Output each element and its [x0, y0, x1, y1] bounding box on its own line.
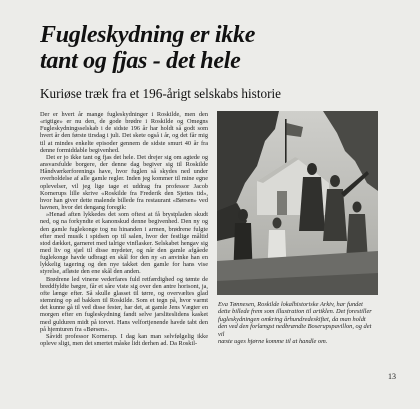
caption-line: den ved den forlængst nedbrændte Boserupspavillon, og det vil	[218, 323, 372, 338]
caption-line: fugleskydningen omkring århundredeskiftet, da man holdt	[218, 315, 366, 323]
article-subtitle: Kuriøse træk fra et 196-årigt selskabs historie	[40, 86, 281, 101]
photo-caption	[218, 301, 378, 345]
article-body-column	[40, 111, 208, 397]
archival-photo	[217, 111, 378, 295]
body-paragraph: Brødrene led vinene vederfares fuld retfærdighed og tømte de breddfyldte bægre, får et såre viste sig over den antre horisont, ja, ofte længe efter. Så skulle glasset til tørre, og overvæltes glad stemning op ad bakken til Roskilde. Som et tegn på, hvor varmt det kunne gå til ved disse fester, har det, at gamle Jens Vægter en morgen efter en fugleskydning fandt selve jarsliteslidens kasket med gulduren midt på torvet. Hans velfortjenende havde tabt den på hjemturen fra «Børsen».	[40, 275, 208, 333]
body-paragraph: Der er hvert år mange fugleskydninger i Roskilde, men den «rigtige» er nu den, de gode brødre i Roskilde og Omegns Fugleskydningsselskab i de sidste 196 år har holdt så godt som hvert år den første tirsdag i juli. Det skete også i år, og det får mig til at mindes enkelte episoder gennem de sidste smurt 40 år fra denne formiddable begivenhed.	[40, 111, 208, 154]
title-line-1: Fugleskydning er ikke	[40, 22, 256, 48]
body-paragraph: Det er jo ikke tant og fjas det hele. Det drejer sig om agtede og ansvarsfulde borgere, der denne dag begiver sig til Roskilde Håndværkerforenings have, hvor fuglen så skydes ned under overholdelse af alle gamle regler. Inden jeg kommer til mine egne oplevelser, vil jeg lige tage et uddrag fra professor Jacob Kornerups lille skrive «Roskilde fra Frederik den Sjettes tid», hvor han giver dette malende billede fra restaurant «Børsen» ved havnen, hvor det dengang foregik:	[40, 153, 208, 212]
body-paragraph: »Henad aften lykkedes det som oftest at få brystpladen skudt ned, og na forkyndte et kanonskud denne begivenhed. Den ny og den gamle fuglekonge tog nu hinanden i armen, brødrene fulgte efter med musik i spidsen op til salen, hvor der festlige måltid stod dækket, garneret med talrige vinflasker. Selskabet hengav sig med liv og sjæl til disse mydeter, og når den gamle afgåede fuglekonge havde udbragt en skål for den ny «n anvinke han en lykkelig tagering og den nye takket den gamle for hans vise styrelse, afløste den ene skål den anden.	[40, 211, 208, 276]
body-paragraph: Såvidt professor Kornerup. I dag kan man selvfølgelig ikke opleve sligt, men det smertet måske lidt derhen ad. Da Roskil-	[40, 332, 208, 347]
caption-line: Eva Tønnesen, Roskilde lokalhistoriske Arkiv, har fundet	[218, 301, 363, 308]
article-title	[40, 22, 370, 74]
title-line-2: tant og fjas - det hele	[40, 48, 241, 74]
page-number: 13	[388, 372, 396, 381]
caption-line: dette billede frem som illustration til artiklen. Det forestiller	[218, 308, 372, 316]
photo-illustration	[217, 111, 378, 295]
caption-line: næste uges hjørne komme til at handle om.	[218, 338, 328, 346]
